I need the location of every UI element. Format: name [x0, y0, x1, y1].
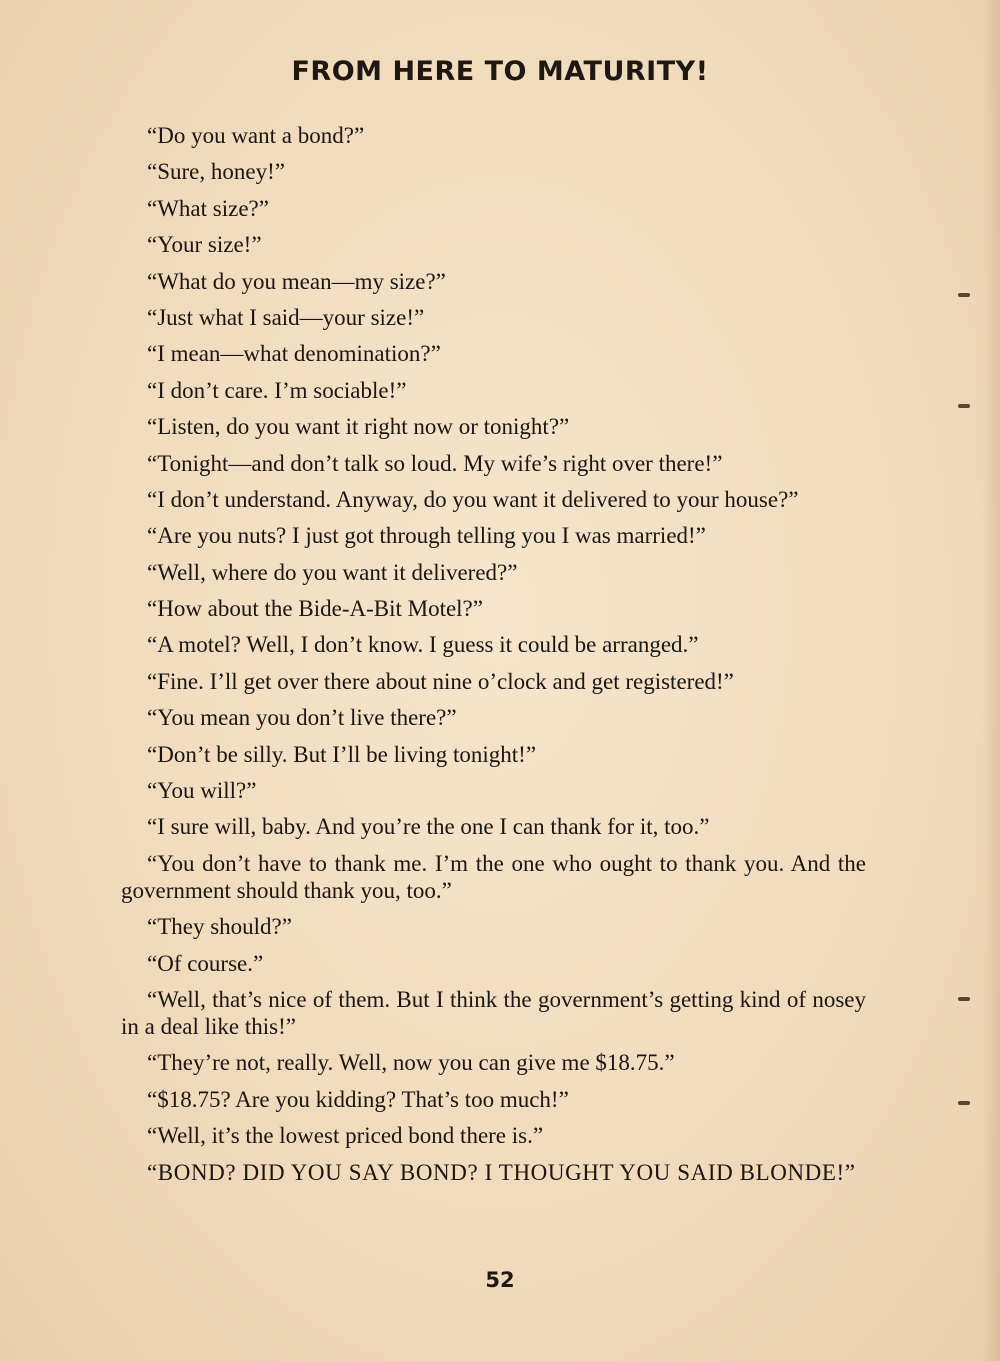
- binding-staple-mark: [958, 404, 970, 408]
- dialogue-punchline: “BOND? DID YOU SAY BOND? I THOUGHT YOU SAID BLONDE!”: [147, 1159, 856, 1185]
- dialogue-line: “What size?”: [147, 195, 269, 221]
- binding-staple-mark: [958, 293, 970, 297]
- binding-staple-mark: [958, 1101, 970, 1105]
- dialogue-line: “You mean you don’t live there?”: [147, 705, 457, 731]
- dialogue-line: “They’re not, really. Well, now you can give me $18.75.”: [147, 1050, 675, 1076]
- dialogue-line: “Tonight—and don’t talk so loud. My wife’s right over there!”: [147, 450, 723, 476]
- dialogue-line: “Do you want a bond?”: [147, 123, 365, 148]
- dialogue-line: “I don’t care. I’m sociable!”: [147, 377, 407, 403]
- dialogue-line: “$18.75? Are you kidding? That’s too much!”: [147, 1086, 569, 1112]
- dialogue-line: “Are you nuts? I just got through telling you I was married!”: [147, 523, 706, 549]
- binding-staple-mark: [958, 997, 970, 1001]
- dialogue-line: “Just what I said—your size!”: [147, 304, 425, 330]
- dialogue-line: “How about the Bide-A-Bit Motel?”: [147, 596, 483, 622]
- dialogue-line: “They should?”: [147, 914, 292, 940]
- dialogue-line: “Fine. I’ll get over there about nine o’clock and get registered!”: [147, 668, 734, 694]
- dialogue-line: “A motel? Well, I don’t know. I guess it could be arranged.”: [147, 632, 699, 658]
- dialogue-body: [121, 122, 866, 1195]
- dialogue-line: “You will?”: [147, 778, 257, 804]
- dialogue-line: “Well, where do you want it delivered?”: [147, 559, 518, 585]
- dialogue-line: “Don’t be silly. But I’ll be living tonight!”: [147, 741, 537, 767]
- dialogue-line: “Listen, do you want it right now or tonight?”: [147, 414, 570, 440]
- dialogue-line: “Sure, honey!”: [147, 159, 285, 185]
- page-number: 52: [485, 1268, 515, 1292]
- dialogue-line: “I mean—what denomination?”: [147, 341, 441, 367]
- dialogue-line: “You don’t have to thank me. I’m the one who ought to thank you. And the government should thank you, too.”: [121, 850, 866, 903]
- dialogue-line: “Of course.”: [147, 950, 264, 976]
- dialogue-line: “Your size!”: [147, 232, 262, 258]
- dialogue-line: “Well, that’s nice of them. But I think the government’s getting kind of nosey in a deal like this!”: [121, 986, 866, 1039]
- dialogue-line: “I sure will, baby. And you’re the one I can thank for it, too.”: [147, 814, 710, 840]
- dialogue-line: “Well, it’s the lowest priced bond there is.”: [147, 1123, 544, 1149]
- page-edge-shadow: [982, 0, 1000, 1361]
- page-title: FROM HERE TO MATURITY!: [291, 56, 709, 87]
- dialogue-line: “I don’t understand. Anyway, do you want it delivered to your house?”: [147, 486, 799, 512]
- dialogue-line: “What do you mean—my size?”: [147, 268, 446, 294]
